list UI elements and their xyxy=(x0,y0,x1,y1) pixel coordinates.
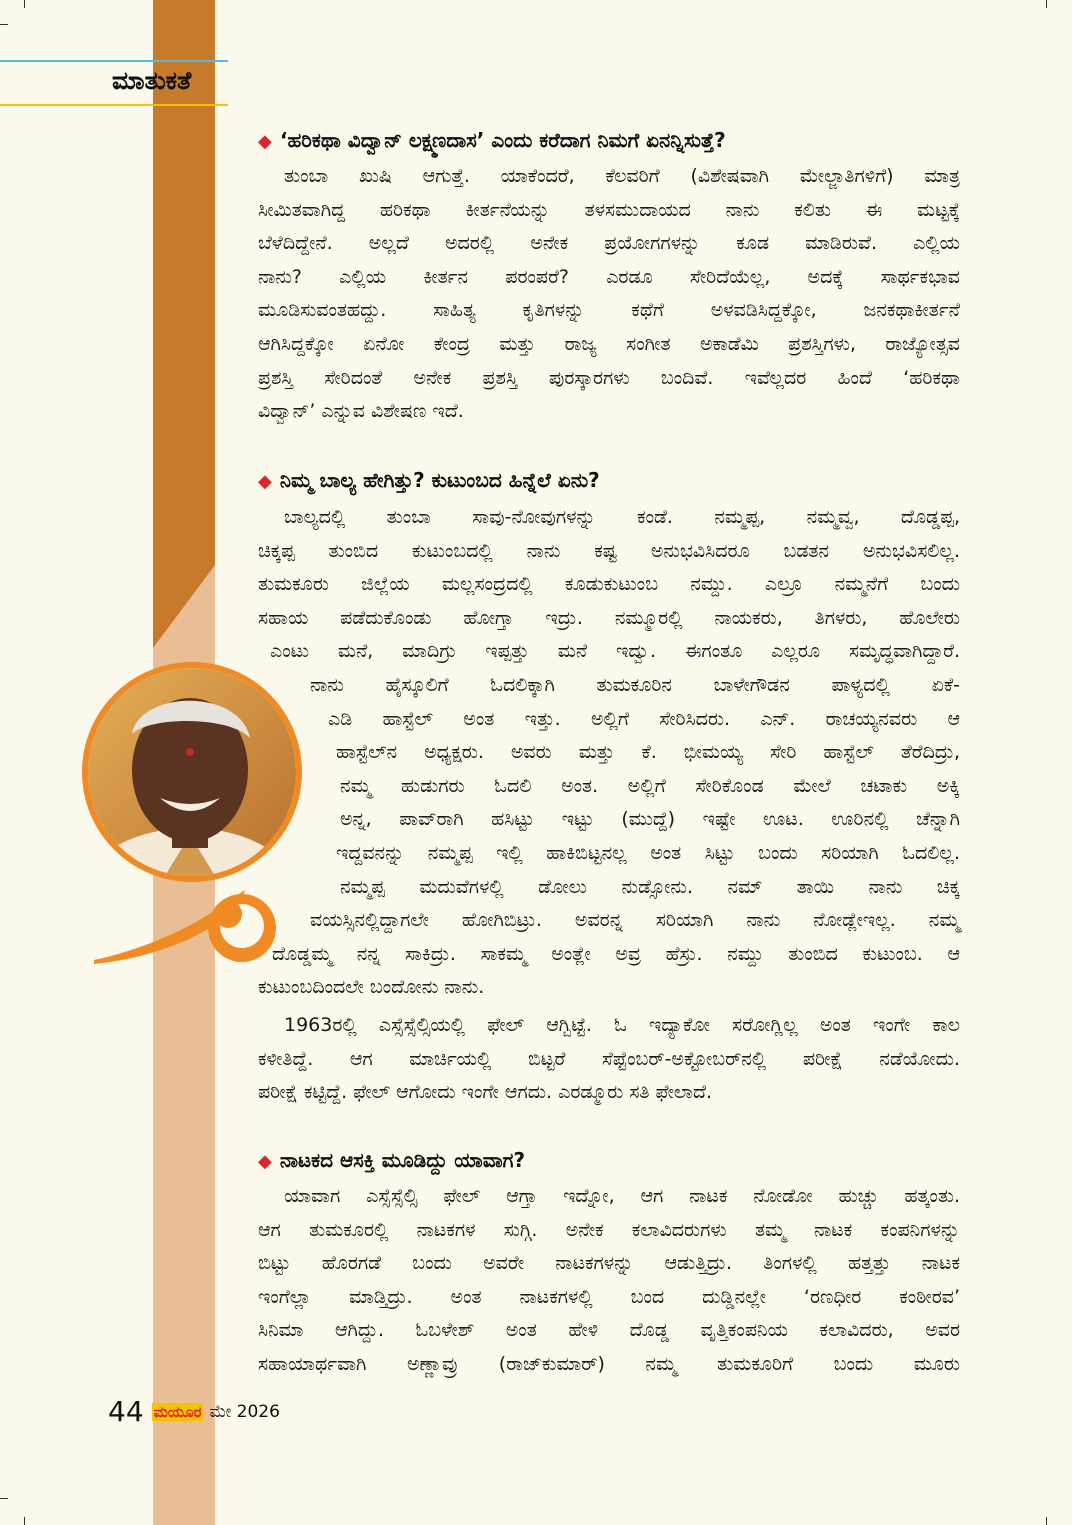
question-heading xyxy=(258,1148,525,1172)
crop-mark xyxy=(1046,1517,1047,1525)
question-text: ನಾಟಕದ ಆಸಕ್ತಿ ಮೂಡಿದ್ದು ಯಾವಾಗ? xyxy=(279,1148,526,1172)
question-text: ‘ಹರಿಕಥಾ ವಿದ್ವಾನ್ ಲಕ್ಷ್ಮಣದಾಸ’ ಎಂದು ಕರೆದಾಗ ನಿಮಗೆ ಏನನ್ನಿಸುತ್ತೆ? xyxy=(279,128,726,152)
text-line: ಮೂಡಿಸುವಂತಹದ್ದು. ಸಾಹಿತ್ಯ ಕೃತಿಗಳನ್ನು ಕಥೆಗೆ ಅಳವಡಿಸಿದ್ದಕ್ಕೋ, ಜನಕಥಾಕೀರ್ತನೆ xyxy=(258,299,960,322)
text-line: ಬಾಲ್ಯದಲ್ಲಿ ತುಂಬಾ ಸಾವು-ನೋವುಗಳನ್ನು ಕಂಡೆ. ನಮ್ಮಪ್ಪ, ನಮ್ಮವ್ವ, ದೊಡ್ಡಪ್ಪ, xyxy=(284,506,960,528)
text-line: ಸೀಮಿತವಾಗಿದ್ದ ಹರಿಕಥಾ ಕೀರ್ತನೆಯನ್ನು ತಳಸಮುದಾಯದ ನಾನು ಕಲಿತು ಈ ಮಟ್ಟಕ್ಕೆ xyxy=(258,198,960,221)
text-line: ಬೆಳೆದಿದ್ದೇನೆ. ಅಲ್ಲದೆ ಅದರಲ್ಲಿ ಅನೇಕ ಪ್ರಯೋಗಗಳನ್ನು ಕೂಡ ಮಾಡಿರುವೆ. ಎಲ್ಲಿಯ xyxy=(258,232,960,255)
text-line: ಆಗ ತುಮಕೂರಲ್ಲಿ ನಾಟಕಗಳ ಸುಗ್ಗಿ. ಅನೇಕ ಕಲಾವಿದರುಗಳು ತಮ್ಮ ನಾಟಕ ಕಂಪನಿಗಳನ್ನು xyxy=(258,1218,960,1241)
portrait-photo xyxy=(80,660,330,1005)
text-line: ನಮ್ಮ ಹುಡುಗರು ಓದಲಿ ಅಂತ. ಅಲ್ಲಿಗೆ ಸೇರಿಕೊಂಡ ಮೇಲೆ ಚಟಾಕು ಅಕ್ಕಿ xyxy=(340,774,960,797)
text-line: ನಮ್ಮಪ್ಪ ಮದುವೆಗಳಲ್ಲಿ ಡೋಲು ನುಡ್ಸೋನು. ನಮ್ ತಾಯಿ ನಾನು ಚಿಕ್ಕ xyxy=(340,875,960,898)
text-line: ಬಿಟ್ಟು ಹೊರಗಡೆ ಬಂದು ಅವರೇ ನಾಟಕಗಳನ್ನು ಆಡುತ್ತಿದ್ರು. ತಿಂಗಳಲ್ಲಿ ಹತ್ತತ್ತು ನಾಟಕ xyxy=(258,1252,960,1275)
answer-paragraph xyxy=(258,1180,960,1382)
question-heading xyxy=(258,468,600,492)
text-line: ಎಡಿ ಹಾಸ್ಟೆಲ್ ಅಂತ ಇತ್ತು. ಅಲ್ಲಿಗೆ ಸೇರಿಸಿದರು. ಎನ್. ರಾಚಯ್ಯನವರು ಆ xyxy=(328,707,960,730)
text-line: ಆಗಿಸಿದ್ದಕ್ಕೋ ಏನೋ ಕೇಂದ್ರ ಮತ್ತು ರಾಜ್ಯ ಸಂಗೀತ ಅಕಾಡೆಮಿ ಪ್ರಶಸ್ತಿಗಳು, ರಾಜ್ಯೋತ್ಸವ xyxy=(258,332,960,355)
section-label: ಮಾತುಕತೆ xyxy=(112,66,192,95)
answer-paragraph xyxy=(258,1009,960,1110)
crop-mark xyxy=(24,1517,25,1525)
text-line: ಯಾವಾಗ ಎಸ್ಸೆಸ್ಸೆಲ್ಸಿ ಫೇಲ್ ಆಗ್ತಾ ಇದ್ನೋ, ಆಗ ನಾಟಕ ನೋಡೋ ಹುಚ್ಚು ಹತ್ಕಂತು. xyxy=(284,1185,960,1207)
text-line: ನಾನು? ಎಲ್ಲಿಯ ಕೀರ್ತನ ಪರಂಪರೆ? ಎರಡೂ ಸೇರಿದೆಯೆಲ್ಲ, ಅದಕ್ಕೆ ಸಾರ್ಥಕಭಾವ xyxy=(258,265,960,288)
text-line: ಇದ್ದವನನ್ನು ನಮ್ಮಪ್ಪ ಇಲ್ಲಿ ಹಾಕಿಬಿಟ್ಟನಲ್ಲ ಅಂತ ಸಿಟ್ಟು ಬಂದು ಸರಿಯಾಗಿ ಓದಲಿಲ್ಲ. xyxy=(336,841,960,864)
text-line: ತುಮಕೂರು ಜಿಲ್ಲೆಯ ಮಲ್ಲಸಂದ್ರದಲ್ಲಿ ಕೂಡುಕುಟುಂಬ ನಮ್ದು. ಎಲ್ರೂ ನಮ್ಮನೆಗೆ ಬಂದು xyxy=(258,573,960,596)
text-line: ಅನ್ನ, ಪಾವ್‌ರಾಗಿ ಹಸಿಟ್ಟು ಇಟ್ಟು (ಮುದ್ದೆ) ಇಷ್ಟೇ ಊಟ. ಊರಿನಲ್ಲಿ ಚೆನ್ನಾಗಿ xyxy=(340,808,960,831)
diamond-bullet-icon: ◆ xyxy=(258,1151,272,1172)
diamond-bullet-icon: ◆ xyxy=(258,131,272,152)
text-line: ಇಂಗೆಲ್ಲಾ ಮಾಡ್ತಿದ್ರು. ಅಂತ ನಾಟಕಗಳಲ್ಲಿ ಬಂದ ದುಡ್ಡಿನಲ್ಲೇ ‘ರಣಧೀರ ಕಂಠೀರವ’ xyxy=(258,1285,960,1308)
question-text: ನಿಮ್ಮ ಬಾಲ್ಯ ಹೇಗಿತ್ತು? ಕುಟುಂಬದ ಹಿನ್ನೆಲೆ ಏನು? xyxy=(279,468,600,492)
page-number: 44 xyxy=(108,1395,144,1428)
issue-date: ಮೇ 2026 xyxy=(209,1401,280,1422)
text-line: 1963ರಲ್ಲಿ ಎಸ್ಸೆಸ್ಸೆಲ್ಸಿಯಲ್ಲಿ ಫೇಲ್ ಆಗ್ಬಿಟ್ಟೆ. ಓ ಇದ್ಯಾಕೋ ಸರೋಗ್ಲಿಲ್ಲ ಅಂತ ಇಂಗೇ ಕಾಲ xyxy=(284,1014,960,1036)
crop-mark xyxy=(1046,0,1047,8)
crop-mark xyxy=(0,24,8,25)
text-line: ಸಹಾಯಾರ್ಥವಾಗಿ ಅಣ್ಣಾವ್ರು (ರಾಜ್‌ಕುಮಾರ್) ನಮ್ಮ ತುಮಕೂರಿಗೆ ಬಂದು ಮೂರು xyxy=(258,1352,960,1375)
answer-paragraph xyxy=(258,160,960,429)
diamond-bullet-icon: ◆ xyxy=(258,471,272,492)
header-rule-yellow xyxy=(0,104,228,106)
text-line: ವಯಸ್ಸಿನಲ್ಲಿದ್ದಾಗಲೇ ಹೋಗಿಬಿಟ್ರು. ಅವರನ್ನ ಸರಿಯಾಗಿ ನಾನು ನೋಡ್ಲೇಇಲ್ಲ. ನಮ್ಮ xyxy=(310,909,960,932)
text-line: ಚಿಕ್ಕಪ್ಪ ತುಂಬಿದ ಕುಟುಂಬದಲ್ಲಿ ನಾನು ಕಷ್ಟ ಅನುಭವಿಸಿದರೂ ಬಡತನ ಅನುಭವಿಸಲಿಲ್ಲ. xyxy=(258,539,960,562)
magazine-logo: ಮಯೂರ xyxy=(153,1402,202,1421)
text-line: ದೊಡ್ಡಮ್ಮ ನನ್ನ ಸಾಕಿದ್ರು. ಸಾಕಮ್ಮ ಅಂತ್ಲೇ ಅವ್ರ ಹೆಸ್ರು. ನಮ್ದು ತುಂಬಿದ ಕುಟುಂಬ. ಆ xyxy=(272,942,960,965)
text-line: ಸಹಾಯ ಪಡೆದುಕೊಂಡು ಹೋಗ್ತಾ ಇದ್ರು. ನಮ್ಮೂರಲ್ಲಿ ನಾಯಕರು, ತಿಗಳರು, ಹೊಲೇರು xyxy=(258,606,960,629)
text-line: ಪರೀಕ್ಷೆ ಕಟ್ಟಿದ್ದೆ. ಫೇಲ್ ಆಗೋದು ಇಂಗೇ ಆಗದು. ಎರಡ್ಮೂರು ಸತಿ ಫೇಲಾದೆ. xyxy=(258,1081,713,1104)
text-line: ತುಂಬಾ ಖುಷಿ ಆಗುತ್ತೆ. ಯಾಕೆಂದರೆ, ಕೆಲವರಿಗೆ (ವಿಶೇಷವಾಗಿ ಮೇಲ್ಜಾತಿಗಳಿಗೆ) ಮಾತ್ರ xyxy=(284,165,960,187)
crop-mark xyxy=(24,0,25,8)
text-line: ಕುಟುಂಬದಿಂದಲೇ ಬಂದೋನು ನಾನು. xyxy=(258,976,485,999)
text-line: ಎಂಟು ಮನೆ, ಮಾದಿಗ್ರು ಇಪ್ಪತ್ತು ಮನೆ ಇದ್ವು. ಈಗಂತೂ ಎಲ್ಲರೂ ಸಮೃದ್ಧವಾಗಿದ್ದಾರೆ. xyxy=(270,640,960,663)
text-line: ಹಾಸ್ಟೆಲ್‌ನ ಅಧ್ಯಕ್ಷರು. ಅವರು ಮತ್ತು ಕೆ. ಭೀಮಯ್ಯ ಸೇರಿ ಹಾಸ್ಟೆಲ್ ತೆರೆದಿದ್ರು, xyxy=(336,741,960,764)
page-footer xyxy=(108,1395,280,1428)
text-line: ಪ್ರಶಸ್ತಿ ಸೇರಿದಂತೆ ಅನೇಕ ಪ್ರಶಸ್ತಿ ಪುರಸ್ಕಾರಗಳು ಬಂದಿವೆ. ಇವೆಲ್ಲದರ ಹಿಂದೆ ‘ಹರಿಕಥಾ xyxy=(258,366,960,389)
crop-mark xyxy=(0,1498,8,1499)
question-heading xyxy=(258,128,726,152)
text-line: ಕಳೀತಿದ್ದೆ. ಆಗ ಮಾರ್ಚಿಯಲ್ಲಿ ಬಿಟ್ಟರೆ ಸೆಪ್ಟೆಂಬರ್-ಅಕ್ಟೋಬರ್‌ನಲ್ಲಿ ಪರೀಕ್ಷೆ ನಡೆಯೋದು. xyxy=(258,1047,960,1070)
text-line: ವಿದ್ವಾನ್’ ಎನ್ನುವ ವಿಶೇಷಣ ಇದೆ. xyxy=(258,400,464,423)
text-line: ಸಿನಿಮಾ ಆಗಿದ್ದು. ಓಬಳೇಶ್ ಅಂತ ಹೇಳಿ ದೊಡ್ಡ ವೃತ್ತಿಕಂಪನಿಯ ಕಲಾವಿದರು, ಅವರ xyxy=(258,1319,960,1342)
text-line: ನಾನು ಹೈಸ್ಕೂಲಿಗೆ ಓದಲಿಕ್ಕಾಗಿ ತುಮಕೂರಿನ ಬಾಳೇಗೌಡನ ಪಾಳ್ಯದಲ್ಲಿ ಏಕೆ- xyxy=(310,673,960,696)
header-rule-blue xyxy=(0,60,228,62)
